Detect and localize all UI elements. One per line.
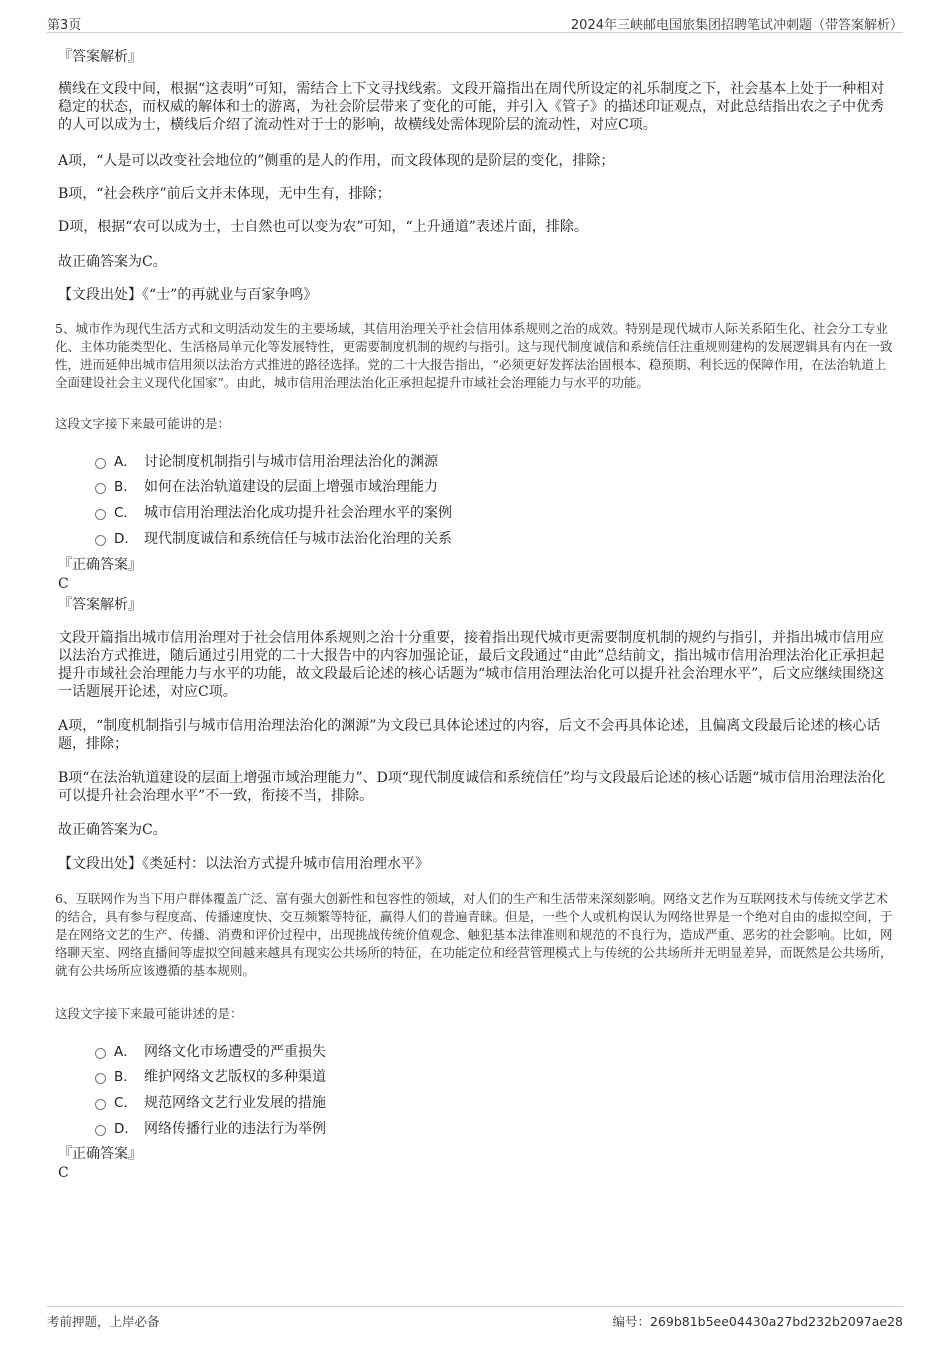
prev-analysis-text: 横线在文段中间，根据“这表明”可知，需结合上下文寻找线索。文段开篇指出在周代所设定的礼乐制度之下，社会基本上处于一种相对稳定的状态，而权威的解体和士的游离，为社会阶层带来了变化的可能，并引入《管子》的描述印证观点，对此总结指出农之子中优秀的人可以成为士，横线后介绍了流动性对于士的影响，故横线处需体现阶层的流动性，对应C项。 <box>58 81 885 133</box>
option-letter: A． <box>114 454 137 470</box>
radio-icon[interactable] <box>95 1125 106 1136</box>
option-text: 如何在法治轨道建设的层面上增强市域治理能力 <box>144 479 438 495</box>
option-letter: D． <box>114 531 138 547</box>
option-letter: D． <box>114 1121 138 1137</box>
q5-answer-label: 『正确答案』 <box>58 557 142 573</box>
q5-stem: 5、城市作为现代生活方式和文明活动发生的主要场域，其信用治理关乎社会信用体系规则之治的成效。特别是现代城市人际关系陌生化、社会分工专业化、主体功能类型化、生活格局单元化等发展特性，更需要制度机制的规约与指引。这与现代制度诚信和系统信任注重规则建构的发展逻辑具有内在一致性，进而延伸出城市信用须以法治方式推进的路径选择。党的二十大报告指出，“必须更好发挥法治固根本、稳预期、利长远的保障作用，在法治轨道上全面建设社会主义现代化国家”。由此，城市信用治理法治化正承担起提升市域社会治理能力与水平的功能。 <box>55 321 893 390</box>
page-footer <box>47 1306 903 1329</box>
prev-source: 【文段出处】《“士”的再就业与百家争鸣》 <box>58 287 318 303</box>
q6-answer-label: 『正确答案』 <box>58 1146 142 1162</box>
footer-slogan: 考前押题，上岸必备 <box>47 1314 160 1329</box>
prev-item-b: B项，“社会秩序”前后文并未体现，无中生有，排除； <box>58 186 391 202</box>
option-text: 城市信用治理法治化成功提升社会治理水平的案例 <box>144 505 452 521</box>
q5-option-a[interactable] <box>95 450 438 470</box>
q5-source: 【文段出处】《类延村：以法治方式提升城市信用治理水平》 <box>58 856 429 872</box>
q5-answer: C <box>58 576 69 592</box>
page-number: 第3页 <box>47 18 82 33</box>
q5-option-d[interactable] <box>95 527 452 547</box>
q5-conclusion: 故正确答案为C。 <box>58 822 167 838</box>
footer-serial: 编号：269b81b5ee04430a27bd232b2097ae28 <box>612 1314 903 1329</box>
option-text: 网络文化市场遭受的严重损失 <box>144 1044 326 1060</box>
prev-item-d: D项，根据“农可以成为士，士自然也可以变为农”可知，“上升通道”表述片面，排除。 <box>58 219 588 235</box>
q5-option-c[interactable] <box>95 501 452 521</box>
radio-icon[interactable] <box>95 1073 106 1084</box>
q5-prompt: 这段文字接下来最可能讲的是： <box>55 416 231 431</box>
option-letter: C． <box>114 1095 137 1111</box>
prev-item-a: A项，“人是可以改变社会地位的”侧重的是人的作用，而文段体现的是阶层的变化，排除； <box>58 153 615 169</box>
radio-icon[interactable] <box>95 458 106 469</box>
q6-answer: C <box>58 1165 69 1181</box>
prev-analysis-label: 『答案解析』 <box>58 49 142 65</box>
option-letter: A． <box>114 1044 137 1060</box>
q5-item-a: A项，“制度机制指引与城市信用治理法治化的渊源”为文段已具体论述过的内容，后文不会再具体论述，且偏离文段最后论述的核心话题，排除； <box>58 718 881 752</box>
option-text: 现代制度诚信和系统信任与城市法治化治理的关系 <box>144 531 452 547</box>
option-letter: B． <box>114 1069 137 1085</box>
q6-prompt: 这段文字接下来最可能讲述的是： <box>55 1006 243 1021</box>
q5-item-bd: B项“在法治轨道建设的层面上增强市域治理能力”、D项“现代制度诚信和系统信任”均与文段最后论述的核心话题“城市信用治理法治化可以提升社会治理水平”不一致，衔接不当，排除。 <box>58 770 886 804</box>
q5-analysis-label: 『答案解析』 <box>58 597 142 613</box>
q6-option-b[interactable] <box>95 1065 326 1085</box>
q6-stem: 6、互联网作为当下用户群体覆盖广泛、富有强大创新性和包容性的领域，对人们的生产和生活带来深刻影响。网络文艺作为互联网技术与传统文学艺术的结合，具有参与程度高、传播速度快、交互频繁等特征，赢得人们的普遍青睐。但是，一些个人或机构误认为网络世界是一个绝对自由的虚拟空间，于是在网络文艺的生产、传播、消费和评价过程中，出现挑战传统价值观念、触犯基本法律准则和规范的不良行为，造成严重、恶劣的社会影响。比如，网络聊天室、网络直播间等虚拟空间越来越具有现实公共场所的特征，在功能定位和经营管理模式上与传统的公共场所并无明显差异，而既然是公共场所，就有公共场所应该遵循的基本规则。 <box>55 891 893 978</box>
radio-icon[interactable] <box>95 1099 106 1110</box>
document-title: 2024年三峡邮电国旅集团招聘笔试冲刺题（带答案解析） <box>570 18 903 33</box>
option-text: 维护网络文艺版权的多种渠道 <box>144 1069 326 1085</box>
option-letter: B． <box>114 479 137 495</box>
q6-option-d[interactable] <box>95 1117 326 1137</box>
q5-analysis-text: 文段开篇指出城市信用治理对于社会信用体系规则之治十分重要，接着指出现代城市更需要制度机制的规约与指引，并指出城市信用应以法治方式推进，随后通过引用党的二十大报告中的内容加强论证，最后文段通过“由此”总结前文，指出城市信用治理法治化正承担起提升市域社会治理能力与水平的功能，故文段最后论述的核心话题为“城市信用治理法治化可以提升社会治理水平”，后文应继续围绕这一话题展开论述，对应C项。 <box>58 630 885 700</box>
option-text: 讨论制度机制指引与城市信用治理法治化的渊源 <box>144 454 438 470</box>
q5-option-b[interactable] <box>95 475 438 495</box>
q6-option-c[interactable] <box>95 1091 326 1111</box>
radio-icon[interactable] <box>95 509 106 520</box>
option-letter: C． <box>114 505 137 521</box>
radio-icon[interactable] <box>95 1048 106 1059</box>
radio-icon[interactable] <box>95 535 106 546</box>
option-text: 规范网络文艺行业发展的措施 <box>144 1095 326 1111</box>
prev-conclusion: 故正确答案为C。 <box>58 254 167 270</box>
q6-option-a[interactable] <box>95 1040 326 1060</box>
option-text: 网络传播行业的违法行为举例 <box>144 1121 326 1137</box>
page-header <box>47 12 903 33</box>
radio-icon[interactable] <box>95 483 106 494</box>
